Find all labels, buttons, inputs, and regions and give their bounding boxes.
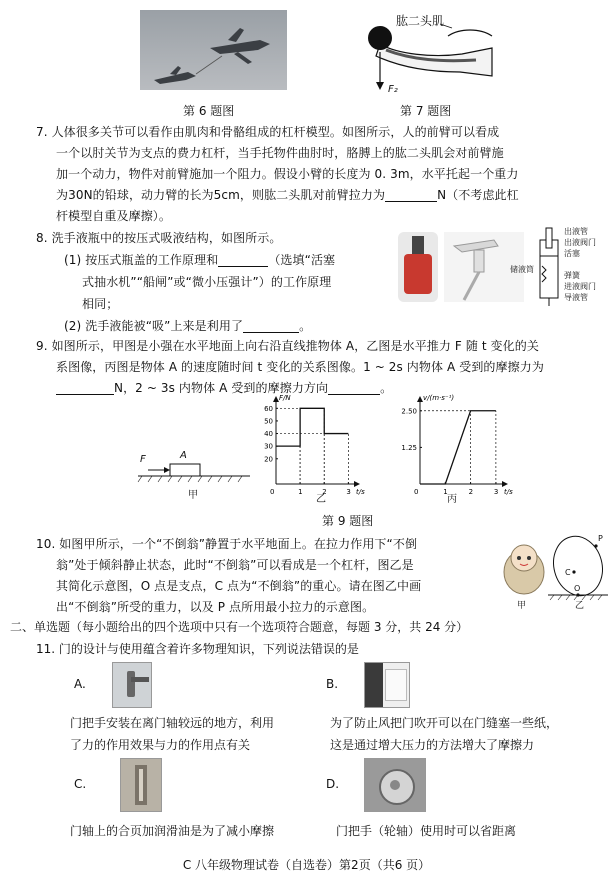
fig9-bing-chart xyxy=(392,394,516,502)
q7-line-4 xyxy=(56,185,519,206)
fig10-C-label: C xyxy=(565,568,571,577)
q11-option-D-image xyxy=(364,758,426,812)
ft-chart-series-line xyxy=(276,408,348,446)
q11-option-C-line-1: 门轴上的合页加润滑油是为了减小摩擦 xyxy=(70,824,275,838)
q11-option-C-image xyxy=(120,758,162,812)
q9-answer-blank-1[interactable] xyxy=(56,380,114,395)
fig8-label-inlet-valve: 进液阀门 xyxy=(564,282,596,291)
fig8-label-piston: 活塞 xyxy=(564,249,580,258)
q9-line-1: 9. 如图所示，甲图是小强在水平地面上向右沿直线推物体 A，乙图是水平推力 F 随 t 变化的关 xyxy=(36,339,539,353)
q10-line-2: 翁”处于倾斜静止状态，此时“不倒翁”可以看成是一个杠杆，图乙是 xyxy=(56,558,414,572)
q9-line-3-tail: 。 xyxy=(380,381,393,395)
vt-chart-x-arrow xyxy=(502,481,508,487)
fig9-jia-label: 甲 xyxy=(188,490,198,501)
q8-part2 xyxy=(64,316,311,337)
q8-part1-line2: 式抽水机”“船闸”或“微小压强计”）的工作原理 xyxy=(82,275,332,289)
vt-chart-x-tick-label: 1 xyxy=(443,488,448,496)
q11-option-B-label[interactable]: B. xyxy=(326,677,339,691)
fig10-point-C xyxy=(572,570,575,573)
fig10-yi-diagram xyxy=(548,532,608,604)
ft-chart-x-tick-label: 2 xyxy=(322,488,327,496)
q10-line-1: 10. 如图甲所示，一个“不倒翁”静置于水平地面上。在拉力作用下“不倒 xyxy=(36,537,418,551)
fig9-force-label: F xyxy=(140,454,146,465)
fig10-yi-label: 乙 xyxy=(575,601,585,611)
q10-line-3: 其简化示意图，O 点是支点，C 点为“不倒翁”的重心。请在图乙中画 xyxy=(56,579,422,593)
q11-option-A-line-1: 门把手安装在离门轴较远的地方，利用 xyxy=(70,716,275,730)
fig9-block-label: A xyxy=(180,450,187,461)
q11-option-B-line-1: 为了防止风把门吹开可以在门缝塞一些纸， xyxy=(330,716,559,730)
fig9-caption: 第 9 题图 xyxy=(322,514,374,528)
fig7-ball xyxy=(368,26,392,50)
q8-part2-tail: 。 xyxy=(299,319,312,333)
fig7-muscle-label: 肱二头肌 xyxy=(396,14,445,28)
ft-chart-y-tick-label: 60 xyxy=(264,404,273,413)
q11-option-D-label[interactable]: D. xyxy=(326,777,340,791)
q11-option-C-label[interactable]: C. xyxy=(74,777,87,791)
q9-line-3-text: N，2 ~ 3s 内物体 A 受到的摩擦力方向 xyxy=(114,381,329,395)
vt-chart-x-tick-label: 3 xyxy=(493,488,499,496)
fig10-point-P xyxy=(594,544,597,547)
q8-part1-line1 xyxy=(64,250,335,271)
fig8-pump-diagram xyxy=(510,226,610,306)
ft-chart-y-tick-label: 20 xyxy=(264,455,273,464)
vt-chart-x-tick-label: 0 xyxy=(414,488,419,496)
fig10-tumbler-photo xyxy=(500,536,548,596)
vt-chart-x-label: t/s xyxy=(504,488,513,496)
fig9-bing-label: 丙 xyxy=(447,494,457,505)
q9-line-2: 系图像，丙图是物体 A 的速度随时间 t 变化的关系图像。1 ~ 2s 内物体 A 受到的摩擦力为 xyxy=(56,360,544,374)
fig8-label-guide-pipe: 导液管 xyxy=(564,293,588,302)
q11-option-A-line-2: 了力的作用效果与力的作用点有关 xyxy=(70,738,251,752)
q8-part1-text: (1) 按压式瓶盖的工作原理和 xyxy=(64,253,219,267)
fig7-force-label: F₂ xyxy=(388,84,398,95)
q8-answer-blank-2[interactable] xyxy=(243,318,299,333)
fig10-jia-label: 甲 xyxy=(517,601,527,611)
fig8-label-outlet-valve: 出液阀门 xyxy=(564,238,596,247)
q8-stem: 8. 洗手液瓶中的按压式吸液结构，如图所示。 xyxy=(36,231,282,245)
q7-line-4-tail: N（不考虑此杠 xyxy=(437,188,519,202)
ft-chart-x-arrow xyxy=(354,481,360,487)
q8-part1-tail: （选填“活塞 xyxy=(268,253,336,267)
q11-option-A-label[interactable]: A. xyxy=(74,677,86,691)
q11-option-A-image xyxy=(112,662,152,708)
fig6-caption: 第 6 题图 xyxy=(183,104,235,118)
q7-line-1: 7. 人体很多关节可以看作由肌肉和骨骼组成的杠杆模型。如图所示，人的前臂可以看成 xyxy=(36,125,500,139)
ft-chart-x-tick-label: 1 xyxy=(298,488,303,496)
q10-line-4: 出“不倒翁”所受的重力，以及 P 点所用最小拉力的示意图。 xyxy=(56,600,375,614)
q11-option-D-line-1: 门把手（轮轴）使用时可以省距离 xyxy=(336,824,517,838)
q9-answer-blank-2[interactable] xyxy=(328,380,380,395)
q7-line-5: 杆模型自重及摩擦）。 xyxy=(56,209,172,223)
fig9-yi-chart xyxy=(258,394,368,502)
q11-option-B-image xyxy=(364,662,410,708)
vt-chart-x-tick-label: 2 xyxy=(468,488,474,496)
fig9-jia-diagram xyxy=(134,446,254,502)
q8-part2-text: (2) 洗手液能被“吸”上来是利用了 xyxy=(64,319,244,333)
section-2-heading: 二、单选题（每小题给出的四个选项中只有一个选项符合题意，每题 3 分，共 24 分） xyxy=(10,620,469,634)
fig8-label-spring: 弹簧 xyxy=(564,271,580,280)
fig10-O-label: O xyxy=(574,584,581,593)
fig9-yi-label: 乙 xyxy=(316,494,326,505)
ft-chart-y-label: F/N xyxy=(279,394,291,402)
q7-line-3: 加一个动力，物件对前臂施加一个阻力。假设小臂的长度为 0. 3m，水平托起一个重力 xyxy=(56,167,519,181)
ft-chart-x-tick-label: 0 xyxy=(270,488,275,496)
q7-line-2: 一个以肘关节为支点的费力杠杆，当手托物件曲肘时，胳膊上的肱二头肌会对前臂施 xyxy=(56,146,504,160)
ft-chart-x-tick-label: 3 xyxy=(346,488,351,496)
fig10-point-O xyxy=(576,593,579,596)
fig9-block-A xyxy=(170,464,200,476)
fig8-label-reservoir: 储液筒 xyxy=(510,265,534,274)
page-footer: C 八年级物理试卷（自选卷）第2页（共6 页） xyxy=(182,858,431,872)
fig8-label-outlet-pipe: 出液管 xyxy=(564,227,588,236)
q11-stem: 11. 门的设计与使用蕴含着许多物理知识，下列说法错误的是 xyxy=(36,642,359,656)
q11-option-B-line-2: 这是通过增大压力的方法增大了摩擦力 xyxy=(330,738,535,752)
ft-chart-x-label: t/s xyxy=(356,488,365,496)
fig10-P-label: P xyxy=(598,534,603,543)
vt-chart-y-label: v/(m·s⁻¹) xyxy=(423,394,455,402)
ft-chart-y-tick-label: 50 xyxy=(264,417,273,426)
fig7-arm-diagram xyxy=(352,6,502,102)
q8-answer-blank-1[interactable] xyxy=(218,252,268,267)
fig7-biceps xyxy=(448,30,492,36)
fig6-aircraft-drawing xyxy=(140,10,287,90)
vt-chart-y-tick-label: 1.25 xyxy=(401,443,417,452)
fig8-bottle-photo xyxy=(398,232,438,302)
q7-line-4-text: 为30N的铅球，动力臂的长为5cm，则肱二头肌对前臂拉力为 xyxy=(56,188,386,202)
q7-answer-blank[interactable] xyxy=(385,187,437,202)
vt-chart-y-tick-label: 2.50 xyxy=(401,407,417,416)
q8-part1-line3: 相同； xyxy=(82,297,119,311)
fig6-photo xyxy=(140,10,287,90)
vt-chart-series-line xyxy=(420,411,496,484)
ft-chart-y-tick-label: 30 xyxy=(264,442,273,451)
fig7-caption: 第 7 题图 xyxy=(400,104,452,118)
ft-chart-y-tick-label: 40 xyxy=(264,430,273,439)
